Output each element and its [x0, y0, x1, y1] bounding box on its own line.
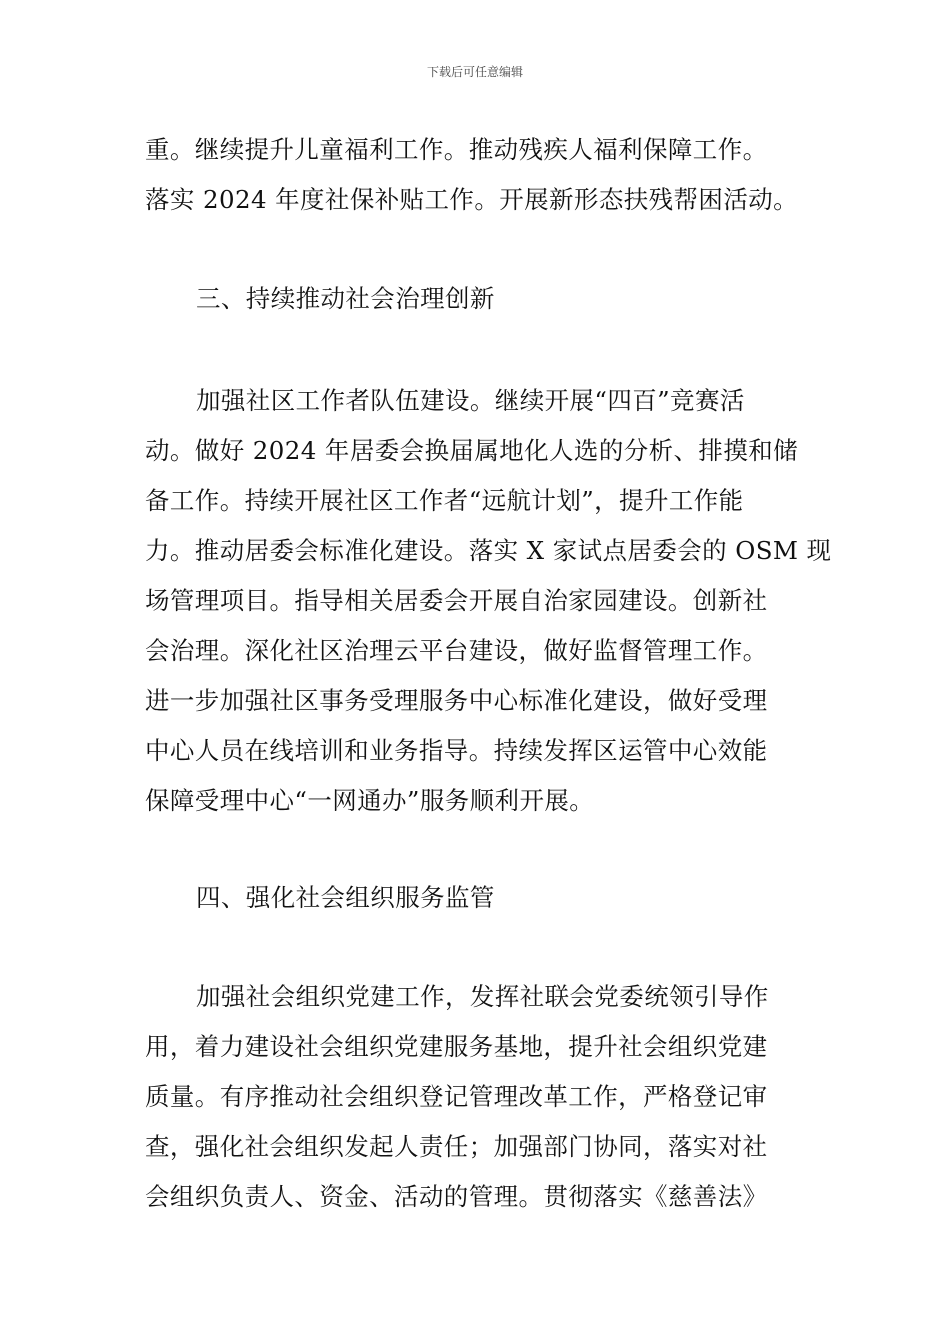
section-heading-4: 四、强化社会组织服务监管 [196, 883, 495, 912]
paragraph-governance [145, 376, 832, 826]
text-line: 力。推动居委会标准化建设。落实 X 家试点居委会的 OSM 现 [145, 536, 832, 565]
section-heading-3: 三、持续推动社会治理创新 [196, 284, 495, 313]
text-line: 会组织负责人、资金、活动的管理。贯彻落实《慈善法》 [145, 1182, 768, 1211]
text-line: 保障受理中心“一网通办”服务顺利开展。 [145, 786, 595, 815]
header-note: 下载后可任意编辑 [426, 65, 523, 79]
text-line: 查，强化社会组织发起人责任；加强部门协同，落实对社 [145, 1132, 768, 1161]
text-line: 落实 2024 年度社保补贴工作。开展新形态扶残帮困活动。 [145, 185, 799, 214]
text-line: 会治理。深化社区治理云平台建设，做好监督管理工作。 [145, 636, 768, 665]
text-line: 加强社会组织党建工作，发挥社联会党委统领引导作 [196, 982, 769, 1011]
text-line: 重。继续提升儿童福利工作。推动残疾人福利保障工作。 [145, 135, 768, 164]
text-line: 加强社区工作者队伍建设。继续开展“四百”竞赛活 [196, 386, 745, 415]
text-line: 场管理项目。指导相关居委会开展自治家园建设。创新社 [145, 586, 768, 615]
text-line: 用，着力建设社会组织党建服务基地，提升社会组织党建 [145, 1032, 768, 1061]
text-line: 质量。有序推动社会组织登记管理改革工作，严格登记审 [145, 1082, 768, 1111]
paragraph-welfare [145, 125, 810, 225]
paragraph-organization [145, 972, 810, 1222]
text-line: 中心人员在线培训和业务指导。持续发挥区运管中心效能 [145, 736, 768, 765]
text-line: 动。做好 2024 年居委会换届属地化人选的分析、排摸和储 [145, 436, 799, 465]
text-line: 备工作。持续开展社区工作者“远航计划”，提升工作能 [145, 486, 744, 515]
text-line: 进一步加强社区事务受理服务中心标准化建设，做好受理 [145, 686, 768, 715]
